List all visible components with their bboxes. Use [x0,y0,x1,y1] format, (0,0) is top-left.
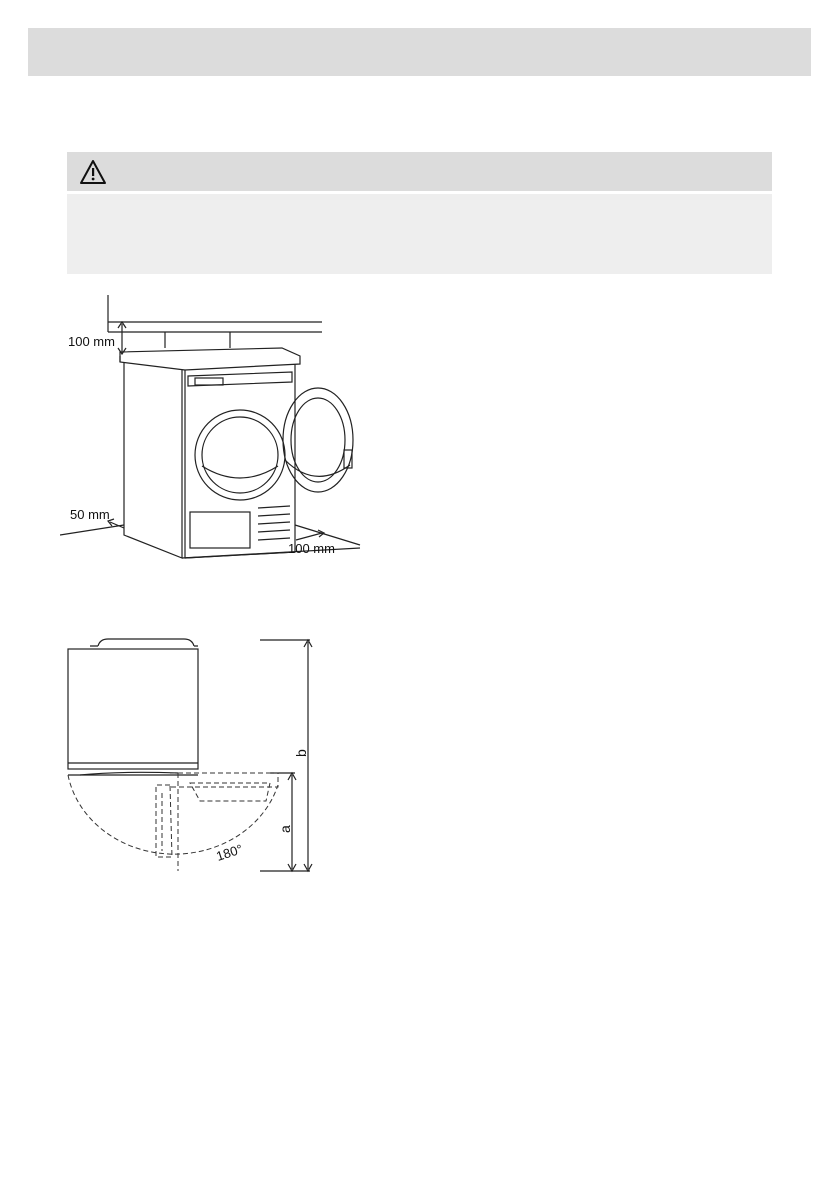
dimension-b-label: b [293,749,309,757]
door-opening-figure [60,635,325,880]
warning-header [67,152,772,191]
clearance-side-label: 50 mm [70,507,110,522]
warning-triangle-icon [79,159,107,185]
clearance-top-label: 100 mm [68,334,115,349]
header-bar [28,28,811,76]
door-angle-label: 180° [214,841,245,864]
clearance-rear-label: 100 mm [288,541,335,556]
clearance-figure [60,290,370,565]
warning-body [67,194,772,274]
dimension-a-label: a [277,825,293,833]
